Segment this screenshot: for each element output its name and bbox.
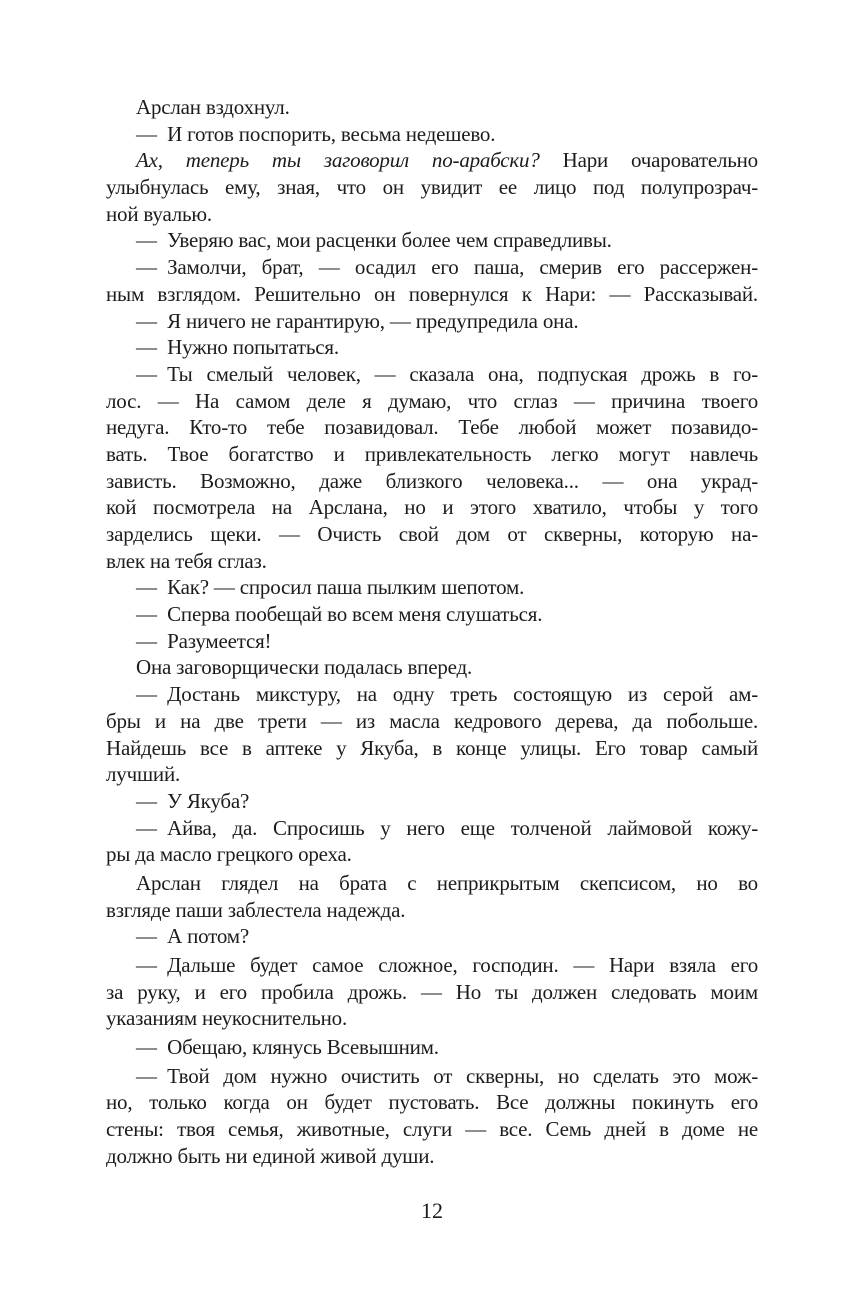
text-run: — Достань микстуру, на одну треть состоящую из серой ам- — [136, 682, 758, 707]
paragraph — [106, 254, 758, 307]
text-run: лучший. — [106, 762, 181, 787]
text-line — [106, 952, 758, 979]
text-run: — Обещаю, клянусь Всевышним. — [136, 1035, 439, 1060]
text-run: — Твой дом нужно очистить от скверны, но сделать это мож- — [136, 1063, 758, 1088]
text-line — [106, 94, 758, 121]
paragraph — [106, 574, 758, 601]
paragraph — [106, 334, 758, 361]
text-line — [106, 897, 758, 924]
text-run: ры да масло грецкого ореха. — [106, 842, 352, 867]
text-run: взгляде паши заблестела надежда. — [106, 897, 406, 922]
text-line — [106, 815, 758, 842]
text-line — [106, 1063, 758, 1090]
text-run: зависть. Возможно, даже близкого человека... — она украд- — [106, 468, 758, 493]
text-run: стены: твоя семья, животные, слуги — все. Семь дней в доме не — [106, 1117, 758, 1142]
text-run: Она заговорщически подалась вперед. — [136, 655, 473, 680]
text-line — [106, 521, 758, 548]
paragraph — [106, 361, 758, 575]
text-line — [106, 870, 758, 897]
text-run: зарделись щеки. — Очисть свой дом от скверны, которую на- — [106, 522, 758, 546]
text-line — [106, 735, 758, 762]
text-line — [106, 1116, 758, 1143]
text-run: должно быть ни единой живой души. — [106, 1143, 435, 1168]
text-line — [106, 388, 758, 415]
paragraph — [106, 952, 758, 1032]
text-run: влек на тебя сглаз. — [106, 548, 267, 573]
text-line — [106, 788, 758, 815]
paragraph — [106, 923, 758, 950]
paragraph — [106, 147, 758, 227]
text-line — [106, 628, 758, 655]
text-line — [106, 121, 758, 148]
paragraph — [106, 94, 758, 121]
paragraph — [106, 1063, 758, 1170]
text-line — [106, 1034, 758, 1061]
text-run: — Дальше будет самое сложное, господин. — Нари взяла его — [136, 953, 758, 977]
text-run: — Я ничего не гарантирую, — предупредила она. — [136, 308, 579, 333]
text-line — [106, 174, 758, 201]
paragraph — [106, 815, 758, 868]
paragraph — [106, 1034, 758, 1061]
text-line — [106, 334, 758, 361]
text-line — [106, 1005, 758, 1032]
paragraph — [106, 628, 758, 655]
paragraph — [106, 601, 758, 628]
text-run: но, только когда он будет пустовать. Все должны покинуть его — [106, 1090, 758, 1115]
text-line — [106, 654, 758, 681]
text-line — [106, 681, 758, 708]
text-line — [106, 548, 758, 575]
text-line — [106, 923, 758, 950]
text-line — [106, 574, 758, 601]
text-run: — Айва, да. Спросишь у него еще толченой лаймовой кожу- — [136, 815, 758, 840]
text-line — [106, 201, 758, 228]
paragraph — [106, 681, 758, 788]
text-run: — Сперва пообещай во всем меня слушаться. — [136, 602, 543, 627]
text-line — [106, 441, 758, 468]
text-run: ной вуалью. — [106, 201, 212, 226]
text-line — [106, 414, 758, 441]
text-run: бры и на две трети — из масла кедрового дерева, да побольше. — [106, 708, 758, 733]
text-run: — Ты смелый человек, — сказала она, подпуская дрожь в го- — [136, 361, 758, 386]
text-run: — У Якуба? — [136, 788, 250, 813]
text-run: — И готов поспорить, весьма недешево. — [136, 121, 496, 146]
text-line — [106, 601, 758, 628]
text-run: вать. Твое богатство и привлекательность легко могут навлечь — [106, 441, 758, 466]
text-line — [106, 254, 758, 281]
paragraph — [106, 788, 758, 815]
text-run: улыбнулась ему, зная, что он увидит ее лицо под полупрозрач- — [106, 175, 758, 200]
paragraph — [106, 121, 758, 148]
page-text — [106, 94, 758, 1170]
text-line — [106, 761, 758, 788]
text-line — [106, 361, 758, 388]
paragraph — [106, 308, 758, 335]
text-line — [106, 227, 758, 254]
text-line — [106, 708, 758, 735]
text-run: Арслан глядел на брата с неприкрытым скепсисом, но во — [136, 870, 758, 895]
text-line — [106, 1089, 758, 1116]
text-run: — Уверяю вас, мои расценки более чем справедливы. — [136, 228, 612, 253]
text-run: Нари очаровательно — [539, 148, 758, 173]
text-run: недуга. Кто-то тебе позавидовал. Тебе любой может позавидо- — [106, 415, 758, 440]
text-run: — Как? — спросил паша пылким шепотом. — [136, 575, 525, 600]
text-line — [106, 979, 758, 1006]
text-line — [106, 1143, 758, 1170]
paragraph — [106, 654, 758, 681]
text-run: Найдешь все в аптеке у Якуба, в конце улицы. Его товар самый — [106, 735, 758, 760]
text-line — [106, 468, 758, 495]
text-line — [106, 281, 758, 308]
text-run: — Нужно попытаться. — [136, 335, 339, 360]
text-run: — Замолчи, брат, — осадил его паша, смерив его рассержен- — [136, 255, 758, 280]
paragraph — [106, 870, 758, 923]
text-line — [106, 841, 758, 868]
text-run: лос. — На самом деле я думаю, что сглаз — причина твоего — [106, 388, 758, 413]
text-run: за руку, и его пробила дрожь. — Но ты должен следовать моим — [106, 979, 758, 1004]
text-run: — Разумеется! — [136, 628, 272, 653]
text-line — [106, 308, 758, 335]
italic-text-run: Ах, теперь ты заговорил по-арабски? — [136, 148, 540, 173]
paragraph — [106, 227, 758, 254]
text-run: Арслан вздохнул. — [136, 95, 290, 119]
page-number: 12 — [421, 1198, 443, 1223]
text-run: кой посмотрела на Арслана, но и этого хватило, чтобы у того — [106, 495, 758, 520]
text-line — [106, 494, 758, 521]
text-run: ным взглядом. Решительно он повернулся к Нари: — Рассказывай. — [106, 281, 758, 306]
text-line — [106, 147, 758, 174]
text-run: — А потом? — [136, 924, 249, 949]
text-run: указаниям неукоснительно. — [106, 1006, 348, 1031]
